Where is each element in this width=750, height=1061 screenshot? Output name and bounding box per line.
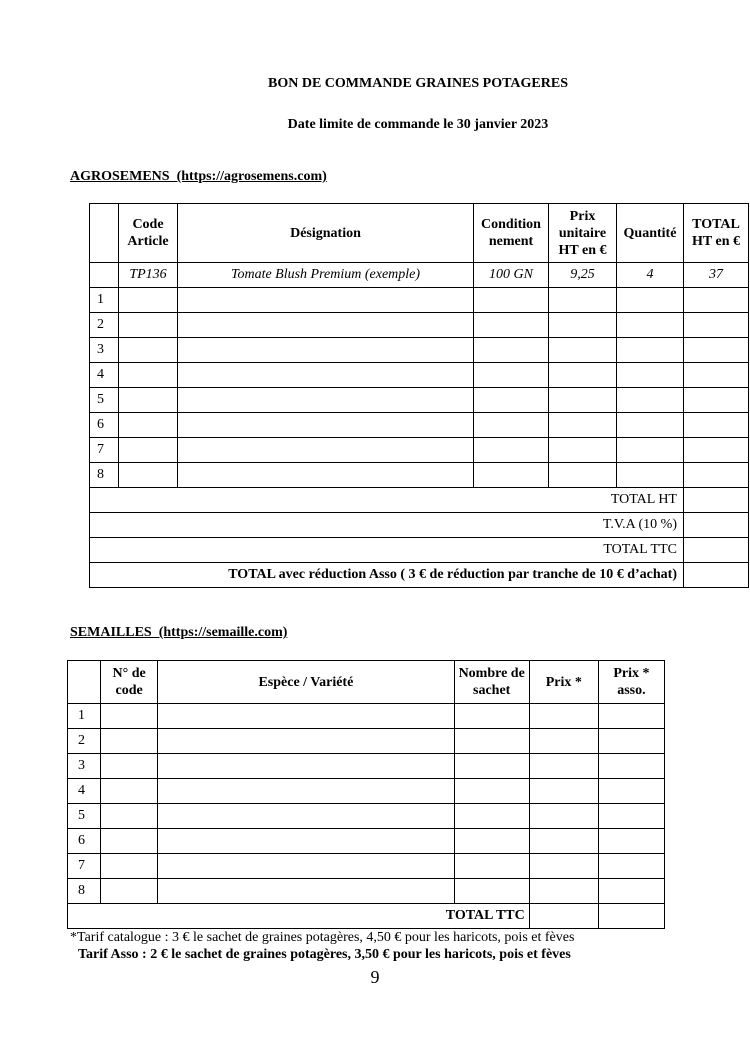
code-cell[interactable] [101, 804, 158, 829]
row-number: 3 [68, 754, 101, 779]
row-number: 7 [68, 854, 101, 879]
row-number: 2 [90, 313, 119, 338]
prix-cell[interactable] [549, 438, 617, 463]
code-cell[interactable] [119, 313, 178, 338]
designation-cell[interactable] [178, 288, 474, 313]
example-total-cell: 37 [684, 263, 749, 288]
table-row [90, 388, 749, 413]
espece-cell[interactable] [158, 804, 454, 829]
row-number-header [68, 661, 101, 704]
designation-cell[interactable] [178, 438, 474, 463]
espece-header: Espèce / Variété [158, 661, 454, 704]
nombre-cell[interactable] [454, 754, 529, 779]
designation-cell[interactable] [178, 463, 474, 488]
nombre-sachet-header: Nombre de sachet [454, 661, 529, 704]
code-cell[interactable] [101, 854, 158, 879]
prix-cell[interactable] [529, 879, 598, 904]
prix-asso-cell[interactable] [598, 729, 664, 754]
table-row [68, 729, 665, 754]
total-asso-label: TOTAL avec réduction Asso ( 3 € de réduction par tranche de 10 € d’achat) [90, 563, 684, 588]
table-row [90, 338, 749, 363]
prix-asso-cell[interactable] [598, 854, 664, 879]
row-number: 5 [90, 388, 119, 413]
code-article-header: Code Article [119, 204, 178, 263]
espece-cell[interactable] [158, 854, 454, 879]
espece-cell[interactable] [158, 704, 454, 729]
row-number: 4 [68, 779, 101, 804]
tva-value[interactable] [684, 513, 749, 538]
espece-cell[interactable] [158, 729, 454, 754]
total-cell[interactable] [684, 463, 749, 488]
table-header-row [68, 661, 665, 704]
nombre-cell[interactable] [454, 804, 529, 829]
example-quantite-cell: 4 [617, 263, 684, 288]
table-header-row [90, 204, 749, 263]
example-designation-cell: Tomate Blush Premium (exemple) [178, 263, 474, 288]
total-prix-value[interactable] [529, 904, 598, 929]
nombre-cell[interactable] [454, 829, 529, 854]
code-cell[interactable] [119, 413, 178, 438]
prix-asso-cell[interactable] [598, 704, 664, 729]
prix-cell[interactable] [529, 779, 598, 804]
table-row [68, 854, 665, 879]
conditionnement-cell[interactable] [474, 313, 549, 338]
prix-header: Prix * [529, 661, 598, 704]
table-row [90, 363, 749, 388]
total-prix-asso-value[interactable] [598, 904, 664, 929]
row-number: 4 [90, 363, 119, 388]
code-cell[interactable] [119, 363, 178, 388]
code-cell[interactable] [119, 388, 178, 413]
prix-cell[interactable] [549, 288, 617, 313]
table-row [90, 313, 749, 338]
row-number: 5 [68, 804, 101, 829]
table-row [68, 704, 665, 729]
page-number: 9 [370, 967, 380, 987]
code-cell[interactable] [101, 754, 158, 779]
table-row [90, 463, 749, 488]
row-number: 1 [68, 704, 101, 729]
prix-asso-header: Prix * asso. [598, 661, 664, 704]
nombre-cell[interactable] [454, 779, 529, 804]
code-cell[interactable] [101, 829, 158, 854]
conditionnement-cell[interactable] [474, 438, 549, 463]
total-cell[interactable] [684, 388, 749, 413]
deadline-subtitle: Date limite de commande le 30 janvier 2023 [287, 117, 549, 132]
designation-header: Désignation [178, 204, 474, 263]
total-ht-row [90, 488, 749, 513]
tarif-catalogue-note: *Tarif catalogue : 3 € le sachet de graines potagères, 4,50 € pour les haricots, pois et fèves [70, 930, 575, 945]
designation-cell[interactable] [178, 413, 474, 438]
total-cell[interactable] [684, 338, 749, 363]
prix-asso-cell[interactable] [598, 754, 664, 779]
total-ht-label: TOTAL HT [90, 488, 684, 513]
total-cell[interactable] [684, 363, 749, 388]
code-cell[interactable] [101, 779, 158, 804]
prix-cell[interactable] [529, 854, 598, 879]
quantite-cell[interactable] [617, 388, 684, 413]
conditionnement-cell[interactable] [474, 338, 549, 363]
table-row [68, 804, 665, 829]
row-number: 8 [68, 879, 101, 904]
example-conditionnement-cell: 100 GN [474, 263, 549, 288]
total-asso-row [90, 563, 749, 588]
row-number: 6 [68, 829, 101, 854]
example-code-cell: TP136 [119, 263, 178, 288]
total-cell[interactable] [684, 288, 749, 313]
semailles-order-table [67, 660, 665, 929]
prix-cell[interactable] [529, 804, 598, 829]
total-ht-value[interactable] [684, 488, 749, 513]
example-prix-cell: 9,25 [549, 263, 617, 288]
nombre-cell[interactable] [454, 729, 529, 754]
table-row [68, 879, 665, 904]
table-row [90, 288, 749, 313]
quantite-cell[interactable] [617, 363, 684, 388]
tarif-asso-note: Tarif Asso : 2 € le sachet de graines potagères, 3,50 € pour les haricots, pois et fèves [78, 947, 571, 962]
table-row [68, 779, 665, 804]
total-cell[interactable] [684, 413, 749, 438]
total-ht-header: TOTAL HT en € [684, 204, 749, 263]
table-row [68, 829, 665, 854]
table-row [90, 438, 749, 463]
row-number: 2 [68, 729, 101, 754]
prix-cell[interactable] [549, 313, 617, 338]
code-cell[interactable] [119, 463, 178, 488]
row-number: 6 [90, 413, 119, 438]
conditionnement-cell[interactable] [474, 363, 549, 388]
quantite-cell[interactable] [617, 438, 684, 463]
row-number: 7 [90, 438, 119, 463]
espece-cell[interactable] [158, 879, 454, 904]
designation-cell[interactable] [178, 313, 474, 338]
page-title: BON DE COMMANDE GRAINES POTAGERES [268, 76, 568, 91]
prix-cell[interactable] [549, 338, 617, 363]
quantite-cell[interactable] [617, 413, 684, 438]
row-number: 3 [90, 338, 119, 363]
prix-cell[interactable] [529, 754, 598, 779]
section-agrosemens-heading: AGROSEMENS (https://agrosemens.com) [70, 169, 327, 184]
conditionnement-cell[interactable] [474, 413, 549, 438]
prix-cell[interactable] [529, 704, 598, 729]
row-number-header [90, 204, 119, 263]
example-number-cell [90, 263, 119, 288]
code-cell[interactable] [119, 288, 178, 313]
agrosemens-order-table [89, 203, 749, 588]
total-ttc-label: TOTAL TTC [90, 538, 684, 563]
conditionnement-cell[interactable] [474, 288, 549, 313]
row-number: 1 [90, 288, 119, 313]
example-row [90, 263, 749, 288]
conditionnement-cell[interactable] [474, 388, 549, 413]
conditionnement-cell[interactable] [474, 463, 549, 488]
code-cell[interactable] [101, 704, 158, 729]
prix-asso-cell[interactable] [598, 779, 664, 804]
total-asso-value[interactable] [684, 563, 749, 588]
espece-cell[interactable] [158, 779, 454, 804]
designation-cell[interactable] [178, 388, 474, 413]
section-semailles-heading: SEMAILLES (https://semaille.com) [70, 625, 288, 640]
prix-asso-cell[interactable] [598, 804, 664, 829]
espece-cell[interactable] [158, 754, 454, 779]
total-cell[interactable] [684, 313, 749, 338]
quantite-header: Quantité [617, 204, 684, 263]
code-header: N° de code [101, 661, 158, 704]
quantite-cell[interactable] [617, 313, 684, 338]
prix-unitaire-header: Prix unitaire HT en € [549, 204, 617, 263]
total-cell[interactable] [684, 438, 749, 463]
prix-cell[interactable] [529, 829, 598, 854]
designation-cell[interactable] [178, 338, 474, 363]
total-ttc-value[interactable] [684, 538, 749, 563]
prix-asso-cell[interactable] [598, 829, 664, 854]
total-ttc-row [68, 904, 665, 929]
nombre-cell[interactable] [454, 704, 529, 729]
table-row [68, 754, 665, 779]
tva-row [90, 513, 749, 538]
conditionnement-header: Condition nement [474, 204, 549, 263]
prix-cell[interactable] [529, 729, 598, 754]
code-cell[interactable] [101, 879, 158, 904]
quantite-cell[interactable] [617, 338, 684, 363]
row-number: 8 [90, 463, 119, 488]
prix-cell[interactable] [549, 388, 617, 413]
prix-asso-cell[interactable] [598, 879, 664, 904]
prix-cell[interactable] [549, 413, 617, 438]
prix-cell[interactable] [549, 363, 617, 388]
prix-cell[interactable] [549, 463, 617, 488]
code-cell[interactable] [101, 729, 158, 754]
espece-cell[interactable] [158, 829, 454, 854]
code-cell[interactable] [119, 338, 178, 363]
nombre-cell[interactable] [454, 879, 529, 904]
quantite-cell[interactable] [617, 463, 684, 488]
tva-label: T.V.A (10 %) [90, 513, 684, 538]
designation-cell[interactable] [178, 363, 474, 388]
total-ttc-label: TOTAL TTC [68, 904, 530, 929]
quantite-cell[interactable] [617, 288, 684, 313]
code-cell[interactable] [119, 438, 178, 463]
total-ttc-row [90, 538, 749, 563]
table-row [90, 413, 749, 438]
nombre-cell[interactable] [454, 854, 529, 879]
